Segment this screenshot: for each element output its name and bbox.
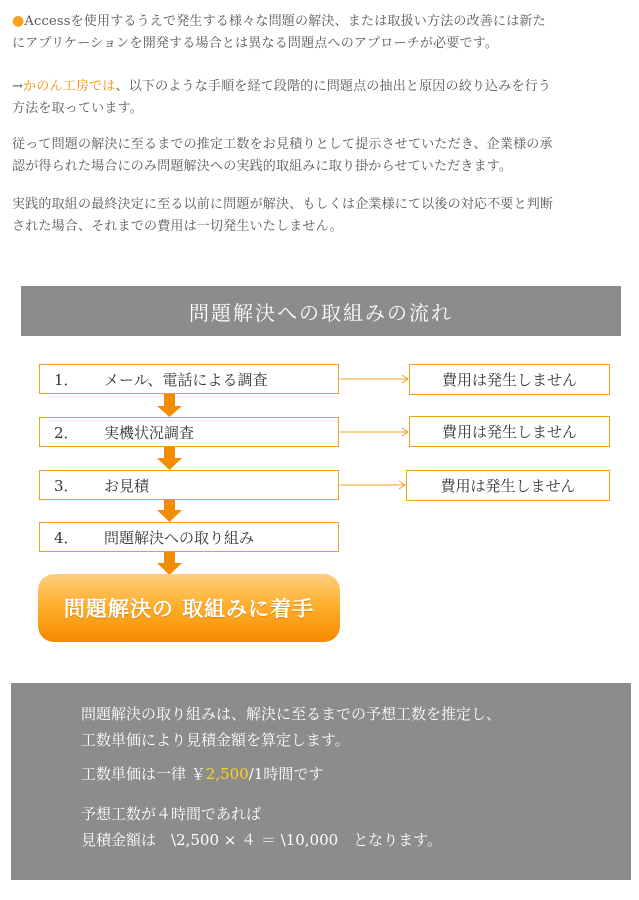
example-line-1: 予想工数が４時間であれば (81, 805, 262, 823)
intro-p3-line1: 従って問題の解決に至るまでの推定工数をお見積りとして提示させていただき、企業様の承 (12, 137, 553, 152)
flow-step-2 (39, 417, 339, 447)
right-arrow-icon (340, 481, 405, 489)
intro-p1-tail: にアプリケーションを開発する場合とは異なる問題点へのアプローチが必要です。 (12, 36, 499, 51)
intro-p4-line2: された場合、それまでの費用は一切発生いたしません。 (12, 219, 343, 234)
down-arrow-icon (157, 552, 182, 575)
example-line-2: 見積金額は \2,500 × ４ ＝ \10,000 となります。 (81, 831, 442, 849)
intro-p2-prefix: → (12, 79, 24, 94)
rate-prefix: 工数単価は一律 ￥ (81, 765, 206, 783)
step-label: メール、電話による調査 (104, 370, 268, 389)
rate-suffix: /1時間です (248, 765, 324, 783)
cost-note-step-1: 費用は発生しません (409, 364, 610, 395)
intro-p1-lead: Accessを使用するうえで発生する様々な問題の解決、または取扱い方法の改善には新た (24, 14, 546, 29)
flow-step-3 (39, 470, 339, 500)
intro-p2-rest: 、以下のような手順を経て段階的に問題点の抽出と原因の絞り込みを行う (115, 79, 552, 94)
intro-p4-line1: 実践的取組の最終決定に至る以前に問題が解決、もしくは企業様にて以後の対応不要と判断 (12, 197, 554, 212)
step-number: 4． (54, 528, 79, 547)
step-number: 2． (54, 423, 79, 442)
down-arrow-icon (157, 394, 182, 417)
down-arrow-icon (157, 500, 182, 522)
flow-step-1 (39, 364, 339, 394)
cost-note-step-3: 費用は発生しません (406, 470, 610, 501)
step-label: 実機状況調査 (104, 423, 195, 442)
flow-header: 問題解決への取組みの流れ (21, 286, 621, 336)
down-arrow-icon (157, 447, 182, 470)
cost-line-1: 問題解決の取り組みは、解決に至るまでの予想工数を推定し、 (81, 705, 502, 723)
bullet-dot-icon: ● (12, 13, 25, 29)
cost-line-2: 工数単価により見積金額を算定します。 (81, 731, 350, 749)
intro-p2-tail: 方法を取っています。 (12, 101, 143, 116)
right-arrow-icon (340, 428, 408, 436)
flow-step-4 (39, 522, 339, 552)
rate-value: 2,500 (205, 765, 249, 783)
step-label: お見積 (104, 476, 150, 495)
rate-line (81, 763, 323, 785)
step-number: 1． (54, 370, 79, 389)
step-number: 3． (54, 476, 79, 495)
cost-note-step-2: 費用は発生しません (409, 416, 610, 447)
brand-name: かのん工房では (23, 79, 116, 94)
right-arrow-icon (340, 375, 408, 383)
step-label: 問題解決への取り組み (104, 528, 255, 547)
cost-explanation-panel (11, 683, 631, 880)
final-step-banner: 問題解決の 取組みに着手 (38, 574, 340, 642)
intro-p3-line2: 認が得られた場合にのみ問題解決への実践的取組みに取り掛からせていただきます。 (12, 159, 513, 174)
